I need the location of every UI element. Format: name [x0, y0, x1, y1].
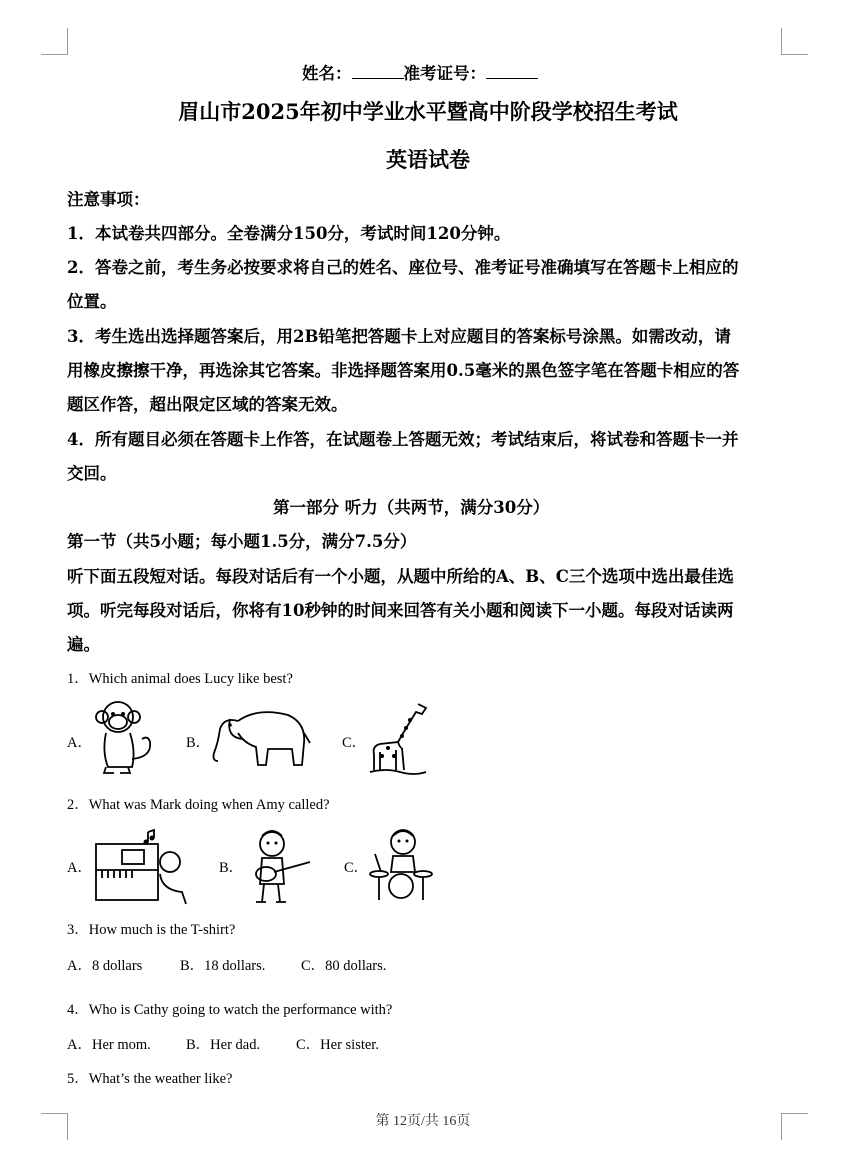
- exam-id-label: 准考证号：: [403, 64, 486, 83]
- q2-option-b-label: B．: [219, 860, 244, 876]
- question-4-stem: 4．Who is Cathy going to watch the performance with?: [67, 1002, 393, 1018]
- question-2-stem: 2．What was Mark doing when Amy called?: [67, 797, 330, 813]
- guitar-icon: [246, 826, 314, 908]
- part1-title: 第一部分 听力（共两节，满分30分）: [273, 498, 550, 517]
- q3-option-a: A．8 dollars: [67, 958, 143, 974]
- drums-icon: [367, 824, 433, 906]
- notice-heading: 注意事项：: [67, 190, 150, 209]
- name-label: 姓名：: [302, 64, 352, 83]
- q3-option-c: C．80 dollars.: [301, 958, 387, 974]
- q4-option-b: B．Her dad.: [186, 1037, 261, 1053]
- q1-option-c-label: C．: [342, 735, 367, 751]
- notice-line-1: 1．本试卷共四部分。全卷满分150分，考试时间120分钟。: [67, 224, 511, 243]
- candidate-info-line: [302, 60, 538, 84]
- question-1-stem: 1．Which animal does Lucy like best?: [67, 671, 293, 687]
- q3-option-b: B．18 dollars.: [180, 958, 266, 974]
- name-blank: [352, 64, 404, 79]
- instructions-line-a: 听下面五段短对话。每段对话后有一个小题，从题中所给的A、B、C三个选项中选出最佳选: [67, 567, 734, 586]
- piano-icon: [92, 826, 190, 908]
- page-number: 第 12页/共 16页: [375, 1114, 471, 1129]
- giraffe-icon: [366, 698, 432, 778]
- corner-mark-top-right: [781, 28, 808, 55]
- q2-option-c-label: C．: [344, 860, 369, 876]
- q1-option-a-label: A．: [67, 735, 92, 751]
- q2-option-a-label: A．: [67, 860, 92, 876]
- exam-title: 眉山市2025年初中学业水平暨高中阶段学校招生考试: [178, 99, 678, 124]
- instructions-line-b: 项。听完每段对话后，你将有10秒钟的时间来回答有关小题和阅读下一小题。每段对话读两: [67, 601, 734, 620]
- notice-line-3b: 用橡皮擦擦干净，再选涂其它答案。非选择题答案用0.5毫米的黑色签字笔在答题卡相应的答: [67, 361, 740, 380]
- corner-mark-top-left: [41, 28, 68, 55]
- notice-line-3a: 3．考生选出选择题答案后，用2B铅笔把答题卡上对应题目的答案标号涂黑。如需改动，请: [67, 327, 731, 346]
- notice-line-4a: 4．所有题目必须在答题卡上作答，在试题卷上答题无效；考试结束后，将试卷和答题卡一并: [67, 430, 739, 449]
- notice-line-3c: 题区作答，超出限定区域的答案无效。: [67, 395, 348, 414]
- monkey-icon: [92, 697, 158, 777]
- notice-line-4b: 交回。: [67, 464, 117, 483]
- q4-option-a: A．Her mom.: [67, 1037, 151, 1053]
- exam-id-blank: [486, 64, 538, 79]
- notice-line-2a: 2．答卷之前，考生务必按要求将自己的姓名、座位号、准考证号准确填写在答题卡上相应的: [67, 258, 739, 277]
- q4-option-c: C．Her sister.: [296, 1037, 379, 1053]
- elephant-icon: [208, 703, 312, 769]
- instructions-line-c: 遍。: [67, 635, 100, 654]
- question-3-stem: 3．How much is the T-shirt?: [67, 922, 236, 938]
- q1-option-b-label: B．: [186, 735, 211, 751]
- exam-subtitle: 英语试卷: [386, 147, 470, 172]
- question-5-stem: 5．What’s the weather like?: [67, 1071, 233, 1087]
- section1-title: 第一节（共5小题；每小题1.5分，满分7.5分）: [67, 532, 417, 551]
- notice-line-2b: 位置。: [67, 292, 117, 311]
